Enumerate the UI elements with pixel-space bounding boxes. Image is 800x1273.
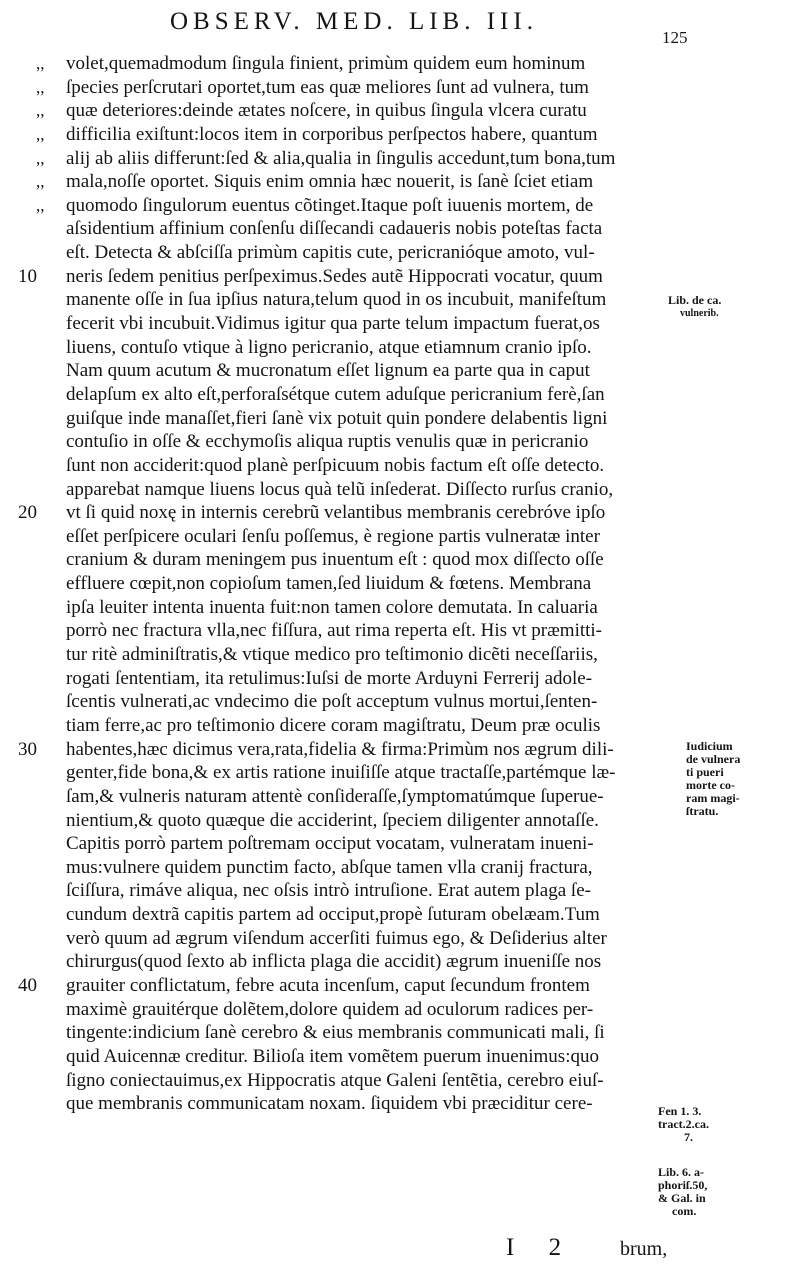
line-text: tiam ferre,ac pro teſtimonio dicere coram magiſtratu, Deum præ oculis bbox=[66, 714, 601, 736]
line-text: ſciſſura, rimáve aliqua, nec oſsis intrò intruſione. Erat autem plaga ſe- bbox=[66, 880, 591, 902]
line-text: porrò nec fractura vlla,nec fiſſura, aut rima reperta eſt. His vt præmitti- bbox=[66, 620, 603, 642]
line-text: difficilia exiſtunt:locos item in corporibus perſpectos habere, quantum bbox=[66, 123, 598, 145]
line-text: aſsidentium affinium conſenſu diſſecandi cadaueris nobis poteſtas facta bbox=[66, 218, 603, 240]
line-text: tur ritè adminiſtratis,& vtique medico pro teſtimonio dicẽti neceſſariis, bbox=[66, 644, 598, 666]
line-text: apparebat namque liuens locus quà telũ inſederat. Diſſecto rurſus cranio, bbox=[66, 478, 614, 500]
line-text: neris ſedem penitius perſpeximus.Sedes autẽ Hippocrati vocatur, quum bbox=[66, 265, 603, 287]
line-text: mus:vulnere quidem punctim facto, abſque tamen vlla cranij fractura, bbox=[66, 856, 593, 878]
margin-note-line: Lib. de ca. bbox=[668, 293, 722, 307]
page-header bbox=[0, 6, 800, 46]
line-text: volet,quemadmodum ſingula finient, primùm quidem eum hominum bbox=[66, 53, 586, 74]
text-line bbox=[36, 383, 676, 407]
line-text: ſcentis vulnerati,ac vndecimo die poſt acceptum vulnus mortui,ſenten- bbox=[66, 691, 598, 713]
text-line bbox=[18, 738, 676, 762]
line-text: fecerit vbi incubuit.Vidimus igitur qua parte telum impactum fuerat,os bbox=[66, 313, 600, 335]
margin-note-line: Fen 1. 3. bbox=[658, 1104, 702, 1118]
text-line bbox=[36, 359, 676, 383]
line-text: Nam quum acutum & mucronatum eſſet lignum ea parte qua in caput bbox=[66, 360, 590, 382]
page-number: 125 bbox=[662, 28, 688, 47]
line-text: grauiter conflictatum, febre acuta incenſum, caput ſecundum frontem bbox=[66, 974, 590, 996]
margin-note-iudicium bbox=[686, 740, 740, 818]
text-line bbox=[18, 501, 676, 525]
text-line bbox=[36, 690, 676, 714]
line-text: chirurgus(quod ſexto ab inflicta plaga die accidit) ægrum inueniſſe nos bbox=[66, 951, 602, 973]
text-line bbox=[36, 879, 676, 903]
quotation-mark: ,, bbox=[36, 54, 45, 73]
text-line bbox=[18, 974, 676, 998]
margin-note-line: ram magi- bbox=[686, 791, 740, 805]
text-line bbox=[36, 761, 676, 785]
line-text: rogati ſententiam, ita retulimus:Iuſsi de morte Arduyni Ferrerij adole- bbox=[66, 667, 593, 689]
margin-note-line: 7. bbox=[684, 1130, 693, 1144]
margin-note-line: vulnerib. bbox=[680, 308, 719, 319]
text-line bbox=[36, 478, 676, 502]
margin-note-line: phoriſ.50, bbox=[658, 1178, 708, 1192]
line-number: 30 bbox=[18, 738, 37, 760]
text-line bbox=[36, 312, 676, 336]
margin-note-line: ti pueri bbox=[686, 765, 724, 779]
margin-note-line: & Gal. in bbox=[658, 1191, 706, 1205]
text-line bbox=[36, 1021, 676, 1045]
text-line bbox=[36, 52, 676, 76]
line-text: ſam,& vulneris naturam attentè conſideraſſe,ſymptomatúmque ſuperue- bbox=[66, 785, 604, 807]
line-text: genter,fide bona,& ex artis ratione inuiſiſſe atque tractaſſe,partémque læ- bbox=[66, 762, 616, 784]
margin-note-lib-de-capitis-vulneribus bbox=[668, 294, 721, 320]
line-text: cranium & duram meningem pus inuentum eſt : quod mox diſſecto oſſe bbox=[66, 549, 604, 571]
line-text: maximè grauitérque dolẽtem,dolore quidem ad oculorum radices per- bbox=[66, 998, 594, 1020]
margin-note-line: Lib. 6. a- bbox=[658, 1165, 705, 1179]
line-text: guiſque inde manaſſet,fieri ſanè vix potuit quin pondere delabentis ligni bbox=[66, 407, 608, 429]
text-line bbox=[36, 407, 676, 431]
body-text bbox=[18, 52, 676, 1116]
line-text: effluere cœpit,non copioſum tamen,ſed liuidum & fœtens. Membrana bbox=[66, 573, 592, 595]
margin-note-line: Iudicium bbox=[686, 739, 733, 753]
line-text: que membranis communicatam noxam. ſiquidem vbi præciditur cere- bbox=[66, 1093, 593, 1115]
line-text: contuſio in oſſe & ecchymoſis aliqua ruptis venulis quæ in pericranio bbox=[66, 431, 589, 453]
quotation-mark: ,, bbox=[36, 101, 45, 121]
text-line bbox=[36, 927, 676, 951]
line-text: ipſa leuiter intenta inuenta fuit:non tamen colore demutata. In caluaria bbox=[66, 596, 598, 618]
text-line bbox=[36, 454, 676, 478]
text-line bbox=[36, 194, 676, 218]
text-line bbox=[36, 170, 676, 194]
line-text: quomodo ſingulorum euentus cõtinget.Itaque poſt iuuenis mortem, de bbox=[66, 194, 594, 216]
line-text: mala,noſſe oportet. Siquis enim omnia hæc nouerit, is ſanè ſciet etiam bbox=[66, 171, 594, 193]
text-line bbox=[36, 832, 676, 856]
text-line bbox=[36, 217, 676, 241]
text-line bbox=[36, 809, 676, 833]
quotation-mark: ,, bbox=[36, 124, 45, 144]
line-text: eſſet perſpicere oculari ſenſu poſſemus, è regione partis vulneratæ inter bbox=[66, 525, 600, 547]
quotation-mark: ,, bbox=[36, 195, 45, 215]
line-text: ſunt non acciderit:quod planè perſpicuum nobis factum eſt oſſe detecto. bbox=[66, 454, 605, 476]
margin-note-fen-tract bbox=[658, 1105, 709, 1144]
text-line bbox=[36, 1045, 676, 1069]
line-text: vt ſi quid noxę in internis cerebrũ velantibus membranis cerebróve ipſo bbox=[66, 502, 606, 524]
text-line bbox=[36, 903, 676, 927]
text-line bbox=[18, 265, 676, 289]
text-line bbox=[36, 548, 676, 572]
margin-note-line: tract.2.ca. bbox=[658, 1117, 709, 1131]
line-text: eſt. Detecta & abſciſſa primùm capitis cute, pericranióque amoto, vul- bbox=[66, 242, 595, 264]
text-line bbox=[36, 596, 676, 620]
margin-note-line: morte co- bbox=[686, 778, 735, 792]
margin-note-lib-6-aphorisms bbox=[658, 1166, 707, 1218]
text-line bbox=[36, 1069, 676, 1093]
line-text: ſpecies perſcrutari oportet,tum eas quæ meliores ſunt ad vulnera, tum bbox=[66, 76, 589, 98]
text-line bbox=[36, 667, 676, 691]
line-text: tingente:indicium ſanè cerebro & eius membranis communicati mali, ſi bbox=[66, 1022, 605, 1044]
running-title: OBSERV. MED. LIB. III. bbox=[170, 8, 538, 35]
line-text: habentes,hæc dicimus vera,rata,fidelia & firma:Primùm nos ægrum dili- bbox=[66, 738, 614, 760]
page-footer bbox=[0, 1230, 800, 1270]
catchword: brum, bbox=[620, 1238, 668, 1260]
line-text: verò quum ad ægrum viſendum accerſiti fuimus ego, & Deſiderius alter bbox=[66, 927, 607, 949]
margin-note-line: com. bbox=[672, 1204, 697, 1218]
text-line bbox=[36, 99, 676, 123]
text-line bbox=[36, 241, 676, 265]
line-text: quid Auicennæ creditur. Bilioſa item vomẽtem puerum inuenimus:quo bbox=[66, 1045, 599, 1067]
text-line bbox=[36, 619, 676, 643]
text-line bbox=[36, 856, 676, 880]
line-number: 10 bbox=[18, 265, 37, 287]
text-line bbox=[36, 76, 676, 100]
margin-note-line: de vulnera bbox=[686, 752, 741, 766]
line-number: 20 bbox=[18, 502, 37, 524]
text-line bbox=[36, 950, 676, 974]
line-number: 40 bbox=[18, 974, 37, 996]
line-text: manente oſſe in ſua ipſius natura,telum quod in os incubuit, manifeſtum bbox=[66, 289, 607, 311]
line-text: liuens, contuſo vtique à ligno pericranio, atque etiamnum cranio ipſo. bbox=[66, 336, 592, 358]
text-line bbox=[36, 998, 676, 1022]
text-line bbox=[36, 525, 676, 549]
margin-note-line: ſtratu. bbox=[686, 804, 719, 818]
line-text: quæ deteriores:deinde ætates noſcere, in quibus ſingula vlcera curatu bbox=[66, 100, 587, 122]
line-text: cundum dextrã capitis partem ad occiput,propè ſuturam obelæam.Tum bbox=[66, 904, 600, 926]
text-line bbox=[36, 147, 676, 171]
text-line bbox=[36, 1092, 676, 1116]
quotation-mark: ,, bbox=[36, 148, 45, 168]
text-line bbox=[36, 336, 676, 360]
quotation-mark: ,, bbox=[36, 77, 45, 97]
text-line bbox=[36, 572, 676, 596]
text-line bbox=[36, 123, 676, 147]
signature-mark: I 2 bbox=[506, 1234, 576, 1261]
text-line bbox=[36, 288, 676, 312]
line-text: nientium,& quoto quæque die acciderint, ſpeciem diligenter annotaſſe. bbox=[66, 809, 599, 831]
line-text: ſigno coniectauimus,ex Hippocratis atque Galeni ſentẽtia, cerebro eiuſ- bbox=[66, 1069, 604, 1091]
line-text: alij ab aliis differunt:ſed & alia,qualia in ſingulis accedunt,tum bona,tum bbox=[66, 147, 616, 169]
text-line bbox=[36, 430, 676, 454]
line-text: delapſum ex alto eſt,perforaſsétque cutem aduſque pericranium ferè,ſan bbox=[66, 383, 605, 405]
line-text: Capitis porrò partem poſtremam occiput vocatam, vulneratam inueni- bbox=[66, 833, 594, 855]
quotation-mark: ,, bbox=[36, 172, 45, 192]
text-line bbox=[36, 643, 676, 667]
text-line bbox=[36, 785, 676, 809]
text-line bbox=[36, 714, 676, 738]
